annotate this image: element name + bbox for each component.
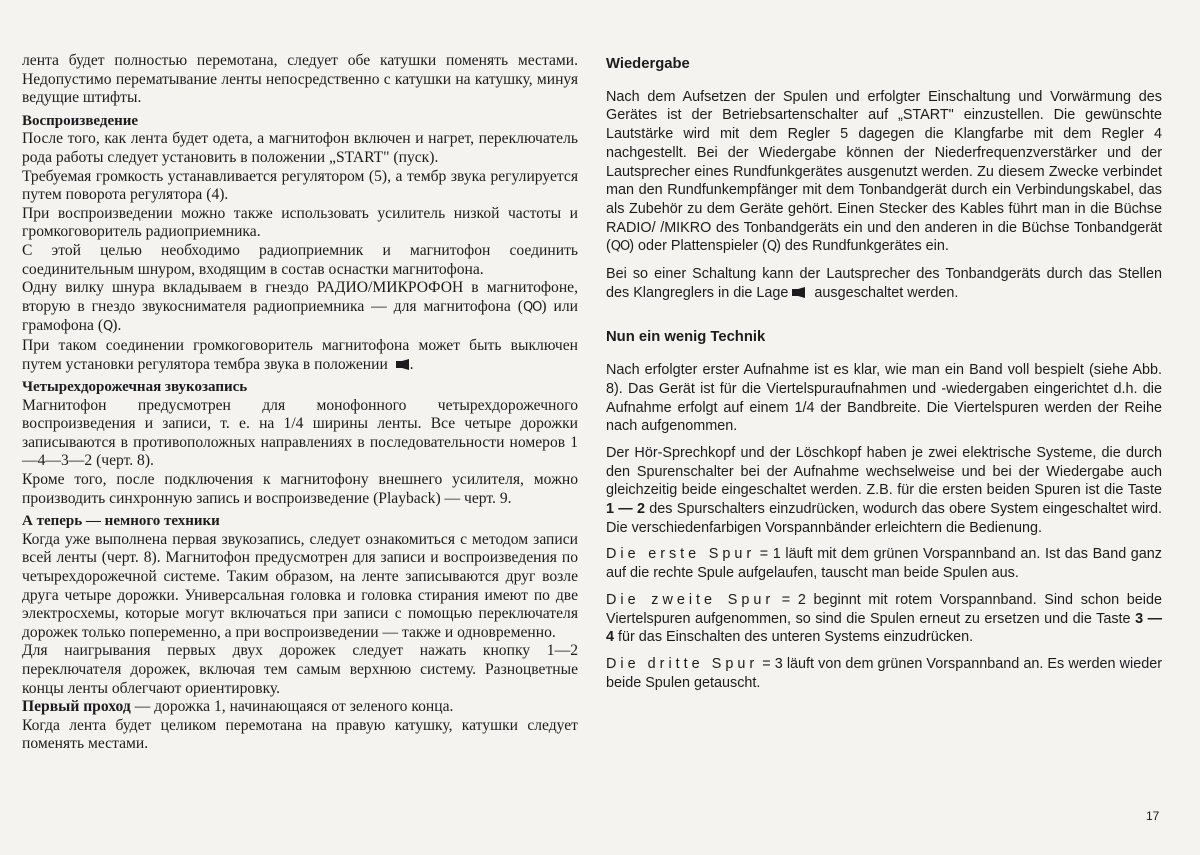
text-run: Nach dem Aufsetzen der Spulen und erfolgter Einschaltung und Vorwärmung des Gerätes ist der Betriebsartenschalter auf „START" einzustellen. Die gewünschte Lautstärke wird mit dem Regler 5 dagegen die Klangfarbe mit dem Regler 4 nachgestellt. Bei der Wiedergabe können der Niederfrequenzverstärker und der Lautsprecher eines Rundfunkgerätes ausgenutzt werden. Zu diesem Zwecke verbindet man den Rundfunkempfänger mit dem Tonbandgerät durch ein Verbindungskabel, das als Zubehör zu dem Geräte gehört. Einen Stecker des Kables führt man in die Büchse RADIO/ /MIKRO des Tonbandgeräts ein und den anderen in die Büchse Tonbandgerät ( — [606, 88, 1162, 255]
heading-technik: Nun ein wenig Technik — [606, 329, 766, 346]
paragraph — [606, 655, 1162, 692]
text-run: für das Einschalten des unteren Systems einzudrücken. — [618, 629, 974, 646]
text-run: = 1 läuft mit dem grünen Vorspannband an. Ist das Band ganz auf die rechte Spule aufgelaufen, tauscht man beide Spulen aus. — [606, 546, 1162, 582]
text-run: При таком соединении громкоговоритель магнитофона может быть выключен путем установки регулятора тембра звука в положении — [22, 336, 578, 373]
heading-wiedergabe: Wiedergabe — [606, 56, 690, 72]
text-run: Bei so einer Schaltung kann der Lautsprecher des Tonbandgeräts durch das Stellen des Klangreglers in die Lage — [606, 266, 1162, 301]
paragraph: Когда лента будет целиком перемотана на правую катушку, катушки следует поменять местами. — [22, 716, 578, 753]
text-run: = 3 läuft von dem grünen Vorspannband an. Es werden wieder beide Spulen getauscht. — [606, 655, 1162, 691]
key-label: 3 — 4 — [606, 610, 1162, 646]
track-label: Die zweite Spur — [606, 591, 775, 608]
paragraph: Для наигрывания первых двух дорожек следует нажать кнопку 1—2 переключателя дорожек, включая тем самым верхнюю систему. Разноцветные концы ленты облегчают ориентировку. — [22, 642, 578, 697]
paragraph: Nach erfolgter erster Aufnahme ist es klar, wie man ein Band voll bespielt (siehe Abb. 8). Das Gerät ist für die Viertelspuraufnahmen und -wiedergaben eingerichtet d.h. die Aufnahme erfolgt auf einem 1/4 der Bandbreite. Die Viertelspuren werden der Reihe nach aufgenommen. — [606, 362, 1162, 435]
paragraph — [606, 444, 1162, 538]
text-run: ) des Rundfunkgerätes ein. — [776, 238, 949, 255]
paragraph — [22, 698, 578, 717]
text-run: ) oder Plattenspieler ( — [629, 238, 767, 255]
heading-playback-ru: Воспроизведение — [22, 112, 139, 129]
text-run: Одну вилку шнура вкладываем в гнездо РАДИО/МИКРОФОН в магнитофоне, вторую в гнездо звукоснимателя радиоприемника — для магнитофона ( — [22, 279, 578, 315]
page-number: 17 — [1146, 809, 1160, 823]
paragraph: Требуемая громкость устанавливается регулятором (5), а тембр звука регулируется путем поворота регулятора (4). — [22, 167, 578, 204]
text-run: des Spurschalters einzudrücken, wodurch das obere System eingeschaltet wird. Die verschiedenfarbigen Vorspannbänder erleichtern die Bedienung. — [606, 501, 1162, 536]
russian-column — [22, 52, 578, 754]
key-label: 1 — 2 — [606, 501, 645, 518]
paragraph: После того, как лента будет одета, а магнитофон включен и нагрет, переключатель рода работы следует установить в положении „START" (пуск). — [22, 130, 578, 166]
german-column — [606, 55, 1162, 700]
paragraph: Магнитофон предусмотрен для монофонного четырехдорожечного воспроизведения и записи, т. е. на 1/4 ширины ленты. Все четыре дорожки записываются в противоположных направлениях в последовательности номеров 1—4—3—2 (черт. 8). — [22, 396, 578, 470]
tape-recorder-symbol-icon: QO — [522, 299, 542, 315]
first-pass-label: Первый проход — [22, 698, 131, 716]
speaker-off-icon — [792, 287, 806, 298]
speaker-off-icon — [396, 359, 410, 370]
paragraph — [606, 591, 1162, 647]
text-run: ) или грамофона ( — [22, 297, 578, 335]
paragraph — [22, 279, 578, 337]
track-label: Die erste Spur — [606, 546, 756, 563]
paragraph: При воспроизведении можно также использовать усилитель низкой частоты и громкоговоритель радиоприемника. — [22, 204, 578, 241]
text-run: ). — [112, 317, 122, 335]
turntable-symbol-icon: Q — [103, 319, 113, 335]
paragraph: С этой целью необходимо радиоприемник и магнитофон соединить соединительным шнуром, входящим в состав оснастки магнитофона. — [22, 241, 578, 278]
paragraph — [606, 88, 1162, 257]
tape-recorder-symbol-icon: QO — [610, 239, 630, 255]
heading-technique-ru: А теперь — немного техники — [22, 513, 220, 530]
turntable-symbol-icon: Q — [766, 239, 777, 255]
heading-fourtrack-ru: Четырехдорожечная звукозапись — [22, 379, 248, 396]
paragraph — [606, 545, 1162, 582]
text-run: — дорожка 1, начинающаяся от зеленого конца. — [130, 698, 454, 716]
paragraph: Кроме того, после подключения к магнитофону внешнего усилителя, можно производить синхронную запись и воспроизведение (Playback) — черт. 9. — [22, 471, 578, 507]
intro-paragraph: лента будет полностью перемотана, следует обе катушки поменять местами. Недопустимо перематывание ленты непосредственно с катушки на катушку, минуя ведущие штифты. — [22, 52, 578, 107]
text-run: . — [409, 355, 414, 373]
paragraph — [606, 265, 1162, 302]
text-run: = 2 beginnt mit rotem Vorspannband. Sind schon beide Viertelspuren aufgenommen, so sind die Spulen erneut zu ersetzen und die Taste — [606, 591, 1162, 627]
text-run: Der Hör-Sprechkopf und der Löschkopf haben je zwei elektrische Systeme, die durch den Spurenschalter bei der Aufnahme wechselweise und bei der Wiedergabe auch gleichzeitig beide eingeschaltet werden. Z.B. für die ersten beiden Spuren ist die Taste — [606, 444, 1162, 499]
paragraph: Когда уже выполнена первая звукозапись, следует ознакомиться с методом записи всей ленты (черт. 8). Магнитофон предусмотрен для записи и воспроизведения по четырехдорожечной системе. Таким образом, на ленте записываются друг возле друга четыре дорожки. Универсальная головка и головка стирания имеют по две электросхемы, которые могут включаться при записи с помощью переключателя дорожек только попеременно, а при воспроизведении — также и одновременно. — [22, 530, 578, 641]
track-label: Die dritte Spur — [606, 655, 759, 672]
paragraph — [22, 337, 578, 374]
text-run: ausgeschaltet werden. — [814, 284, 959, 301]
